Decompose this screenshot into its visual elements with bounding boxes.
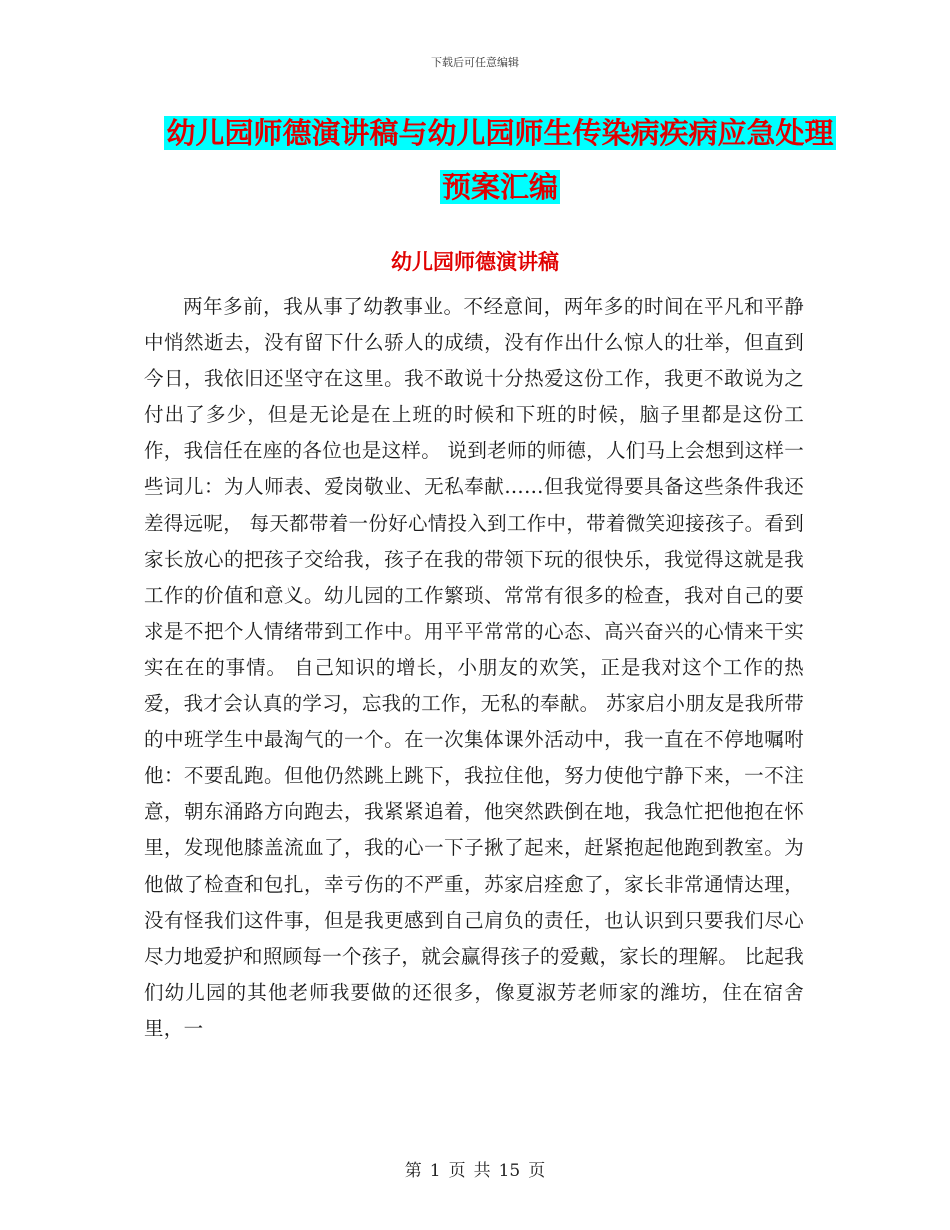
footer-total-label: 共 — [473, 1161, 491, 1181]
page-footer — [0, 1156, 950, 1181]
section-title: 幼儿园师德演讲稿 — [391, 249, 559, 274]
footer-total-number: 15 — [498, 1161, 521, 1181]
document-title-line2: 预案汇编 — [441, 170, 558, 204]
header-note: 下载后可任意编辑 — [431, 56, 519, 69]
footer-page-number: 1 — [429, 1161, 441, 1181]
footer-total-unit: 页 — [528, 1161, 546, 1181]
footer-page-label: 第 — [404, 1161, 422, 1181]
document-title — [150, 106, 850, 214]
body-paragraph: 两年多前，我从事了幼教事业。不经意间，两年多的时间在平凡和平静中悄然逝去，没有留下什么骄人的成绩，没有作出什么惊人的壮举，但直到今日，我依旧还坚守在这里。我不敢说十分热爱这份工作，我更不敢说为之付出了多少，但是无论是在上班的时候和下班的时候，脑子里都是这份工作，我信任在座的各位也是这样。 说到老师的师德，人们马上会想到这样一些词儿：为人师表、爱岗敬业、无私奉献……但我觉得要具备这些条件我还差得远呢， 每天都带着一份好心情投入到工作中，带着微笑迎接孩子。看到家长放心的把孩子交给我，孩子在我的带领下玩的很快乐，我觉得这就是我工作的价值和意义。幼儿园的工作繁琐、常常有很多的检查，我对自己的要求是不把个人情绪带到工作中。用平平常常的心态、高兴奋兴的心情来干实实在在的事情。 自己知识的增长，小朋友的欢笑，正是我对这个工作的热爱，我才会认真的学习，忘我的工作，无私的奉献。 苏家启小朋友是我所带的中班学生中最淘气的一个。在一次集体课外活动中，我一直在不停地嘱咐他：不要乱跑。但他仍然跳上跳下，我拉住他，努力使他宁静下来，一不注意，朝东涌路方向跑去，我紧紧追着，他突然跌倒在地，我急忙把他抱在怀里，发现他膝盖流血了，我的心一下子揪了起来，赶紧抱起他跑到教室。为他做了检查和包扎，幸亏伤的不严重，苏家启痊愈了，家长非常通情达理，没有怪我们这件事，但是我更感到自己肩负的责任，也认识到只要我们尽心尽力地爱护和照顾每一个孩子，就会赢得孩子的爱戴，家长的理解。 比起我们幼儿园的其他老师我要做的还很多，像夏淑芳老师家的潍坊，住在宿舍里，一 — [144, 295, 804, 1040]
footer-page-unit: 页 — [448, 1161, 466, 1181]
document-title-line1: 幼儿园师德演讲稿与幼儿园师生传染病疾病应急处理 — [166, 116, 834, 150]
